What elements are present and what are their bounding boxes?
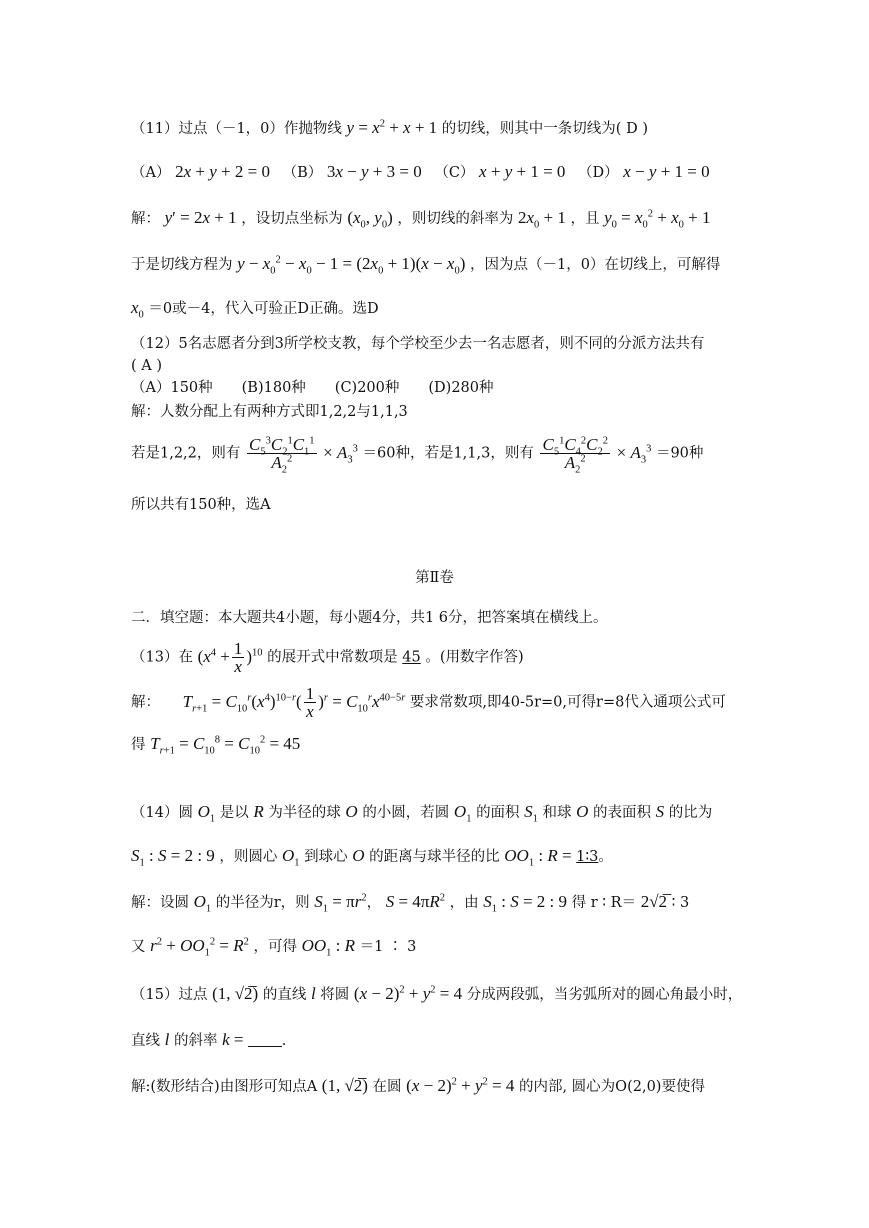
q11-options-line — [131, 162, 710, 183]
q12-options: （A）150种 (B)180种 (C)200种 (D)280种 — [131, 380, 494, 396]
q15-prompt-2: 直线 l 的斜率 k = . — [131, 1030, 287, 1049]
q11-solution-line-3: $x_0 =0$或－4，代入可验正D正确。选D — [131, 298, 379, 321]
q15-prompt-1: （15）过点 (1, √2̅) 的直线 l 将圆 $(x - 2)^2 + y^2 = 4$ 分成两段弧，当劣弧所对的圆心角最小时， — [131, 984, 743, 1003]
q15-answer-blank — [248, 1046, 282, 1047]
q12-solution-3: 所以共有150种，选A — [131, 497, 271, 513]
q14-solution-2: 又 $r^2 + OO_1^2 = R^2$ ，可得 $OO_1$ : R ＝1 ∶ 3 — [131, 936, 417, 959]
q11-answer: D — [626, 121, 638, 137]
q13-solution-2: 得 $T_{r+1} = C_{10}^8 = C_{10}^2 = 45$ — [131, 734, 301, 757]
section-heading: 二．填空题：本大题共4小题，每小题4分，共1 6分，把答案填在横线上。 — [131, 610, 608, 626]
q11-option-d: x − y + 1 = 0 — [623, 162, 710, 181]
q12-answer-line: ( A ) — [131, 358, 163, 374]
q11-parabola-formula: $y = x^2 + x + 1$ — [346, 118, 438, 137]
q11-option-d-label: （D） — [578, 165, 619, 181]
q13-answer: 45 — [402, 649, 421, 666]
q11-option-a: 2x + y + 2 = 0 — [175, 162, 270, 181]
q11-solution-line-1: 解： y′ = 2x + 1 ，设切点坐标为 ($x_0$, $y_0$) ，则切线的斜率为 $2x_0 + 1$ ，且 $y_0 = x_0^2 + x_0 + 1$ — [131, 208, 711, 231]
q13-solution-1: 解： $T_{r+1} = C_{10}^r(x^4)^{10-r}$( $\frac{1}{x}$ )$^r = C_{10}^rx^{40-5r}$ 要求常数项,即40-5r=0,可得r=8代入通项公式可 — [131, 684, 726, 721]
q13-prompt: （13）在 ($x^4$ + $\frac{1}{x}$ )$^{10}$ 的展开式中常数项是 45 。(用数字作答) — [131, 639, 524, 676]
q14-prompt-2: $S_1$ : S = 2 : 9 ，则圆心 $O_1$ 到球心 O 的距离与球半径的比 $OO_1$ : R = 1∶3。 — [131, 846, 613, 869]
q11-prompt-tail: 的切线，则其中一条切线为( — [441, 121, 622, 137]
q11-option-b: 3x − y + 3 = 0 — [326, 162, 422, 181]
q15-solution: 解:(数形结合)由图形可知点A (1, √2̅) 在圆 $(x - 2)^2 + y^2 = 4$ 的内部, 圆心为O(2,0)要使得 — [131, 1076, 705, 1095]
q14-solution-1: 解：设圆 $O_1$ 的半径为r，则 $S_1 = \pi r^2$， $S = 4\pi R^2$ ，由 $S_1$ : S = 2 : 9 得 r ∶ R＝ 2√2̅ ∶ 3 — [131, 892, 690, 915]
q11-option-c-label: （C） — [434, 165, 475, 181]
q11-option-b-label: （B） — [282, 165, 323, 181]
q14-answer: 1∶3 — [576, 849, 599, 865]
q11-prompt: （11）过点（－1，0）作抛物线 — [131, 121, 342, 137]
q12-prompt: （12）5名志愿者分到3所学校支教，每个学校至少去一名志愿者，则不同的分派方法共有 — [131, 336, 705, 352]
q14-prompt-1: （14）圆 $O_1$ 是以 R 为半径的球 O 的小圆，若圆 $O_1$ 的面积 $S_1$ 和球 O 的表面积 S 的比为 — [131, 802, 713, 825]
q11-prompt-line — [131, 118, 648, 139]
q11-solution-line-2: 于是切线方程为 $y - x_0^2 - x_0 - 1 = (2x_0 + 1)(x - x_0)$ ，因为点（－1，0）在切线上，可解得 — [131, 254, 721, 277]
q11-solution-prefix: 解： — [131, 211, 160, 227]
q12-fraction-2: $\frac{C_5^1C_4^2C_2^2}{A_2^2}$ — [542, 435, 608, 476]
q12-fraction-1: $\frac{C_5^3C_2^1C_1^1}{A_2^2}$ — [249, 435, 315, 476]
section-title: 第Ⅱ卷 — [415, 570, 454, 586]
q11-close: ) — [642, 121, 648, 137]
q11-option-a-label: （A） — [131, 165, 171, 181]
q11-option-c: x + y + 1 = 0 — [479, 162, 566, 181]
q12-solution-1: 解：人数分配上有两种方式即1,2,2与1,1,3 — [131, 404, 408, 420]
q12-solution-2: 若是1,2,2，则有 $\frac{C_5^3C_2^1C_1^1}{A_2^2}$ × $A_3^3 =60$种，若是1,1,3，则有 $\frac{C_5^1C_4^2C_2^2}{A_2^2}$ × $A_3^3 =90$种 — [131, 435, 704, 476]
